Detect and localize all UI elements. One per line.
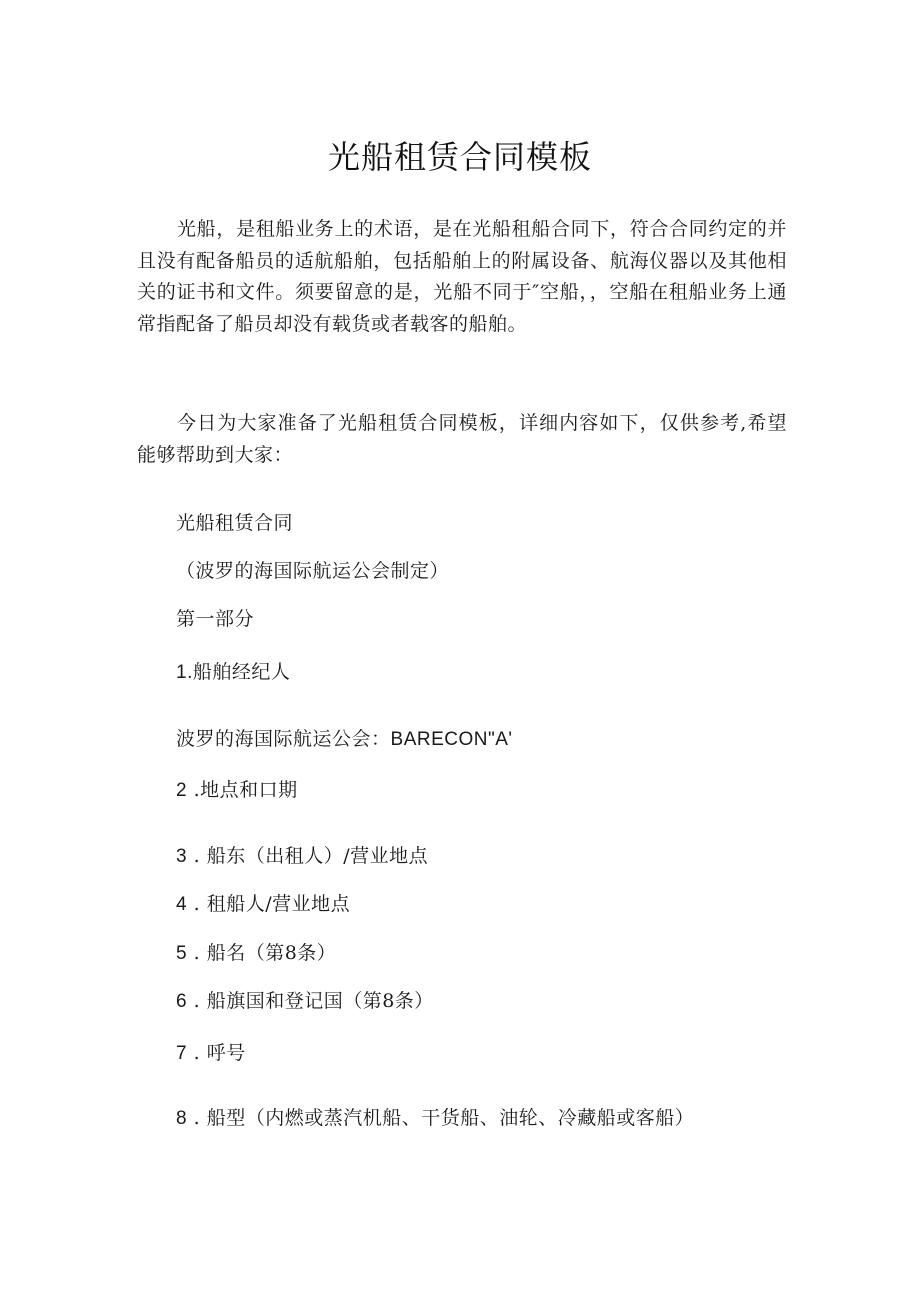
- item-baltic: [176, 726, 513, 753]
- item-5: [176, 940, 336, 967]
- intro-paragraph-1: 光船，是租船业务上的术语，是在光船租船合同下，符合合同约定的并且没有配备船员的适航船舶，包括船舶上的附属设备、航海仪器以及其他相关的证书和文件。须要留意的是，光船不同于″空船，，空船在租船业务上通常指配备了船员却没有载货或者载客的船舶。: [137, 218, 787, 335]
- item-3: [176, 843, 428, 870]
- item-3-number: 3: [176, 846, 188, 867]
- item-baltic-code: BARECON"A': [390, 729, 513, 750]
- item-4: [176, 891, 350, 918]
- part-label: 第一部分: [176, 608, 255, 630]
- item-2: [176, 777, 298, 804]
- contract-subheading: （波罗的海国际航运公会制定）: [176, 560, 450, 582]
- item-2-number: 2: [176, 780, 188, 801]
- item-4-number: 4: [176, 894, 188, 915]
- document-title: 光船租赁合同模板: [327, 138, 592, 176]
- item-5-text: . 船名（第8条）: [187, 942, 337, 964]
- item-3-text: . 船东（出租人）/营业地点: [187, 845, 429, 867]
- item-6: [176, 988, 434, 1015]
- item-1-text: 船舶经纪人: [192, 661, 291, 683]
- contract-heading: 光船租赁合同: [176, 512, 294, 534]
- item-6-text: . 船旗国和登记国（第8条）: [187, 990, 434, 1012]
- item-baltic-text: 波罗的海国际航运公会：: [176, 728, 391, 750]
- item-8-text: . 船型（内燃或蒸汽机船、干货船、油轮、冷藏船或客船）: [187, 1107, 695, 1129]
- item-1-number: 1.: [176, 662, 193, 683]
- item-2-text: .地点和口期: [187, 779, 298, 801]
- item-7-text: . 呼号: [187, 1042, 246, 1064]
- item-6-number: 6: [176, 991, 188, 1012]
- item-8: [176, 1105, 694, 1132]
- item-7-number: 7: [176, 1043, 188, 1064]
- item-8-number: 8: [176, 1108, 188, 1129]
- item-5-number: 5: [176, 943, 188, 964]
- intro-paragraph-2: 今日为大家准备了光船租赁合同模板，详细内容如下，仅供参考,希望能够帮助到大家：: [137, 412, 787, 466]
- item-1: [176, 659, 290, 686]
- item-4-text: . 租船人/营业地点: [187, 893, 351, 915]
- item-7: [176, 1040, 246, 1067]
